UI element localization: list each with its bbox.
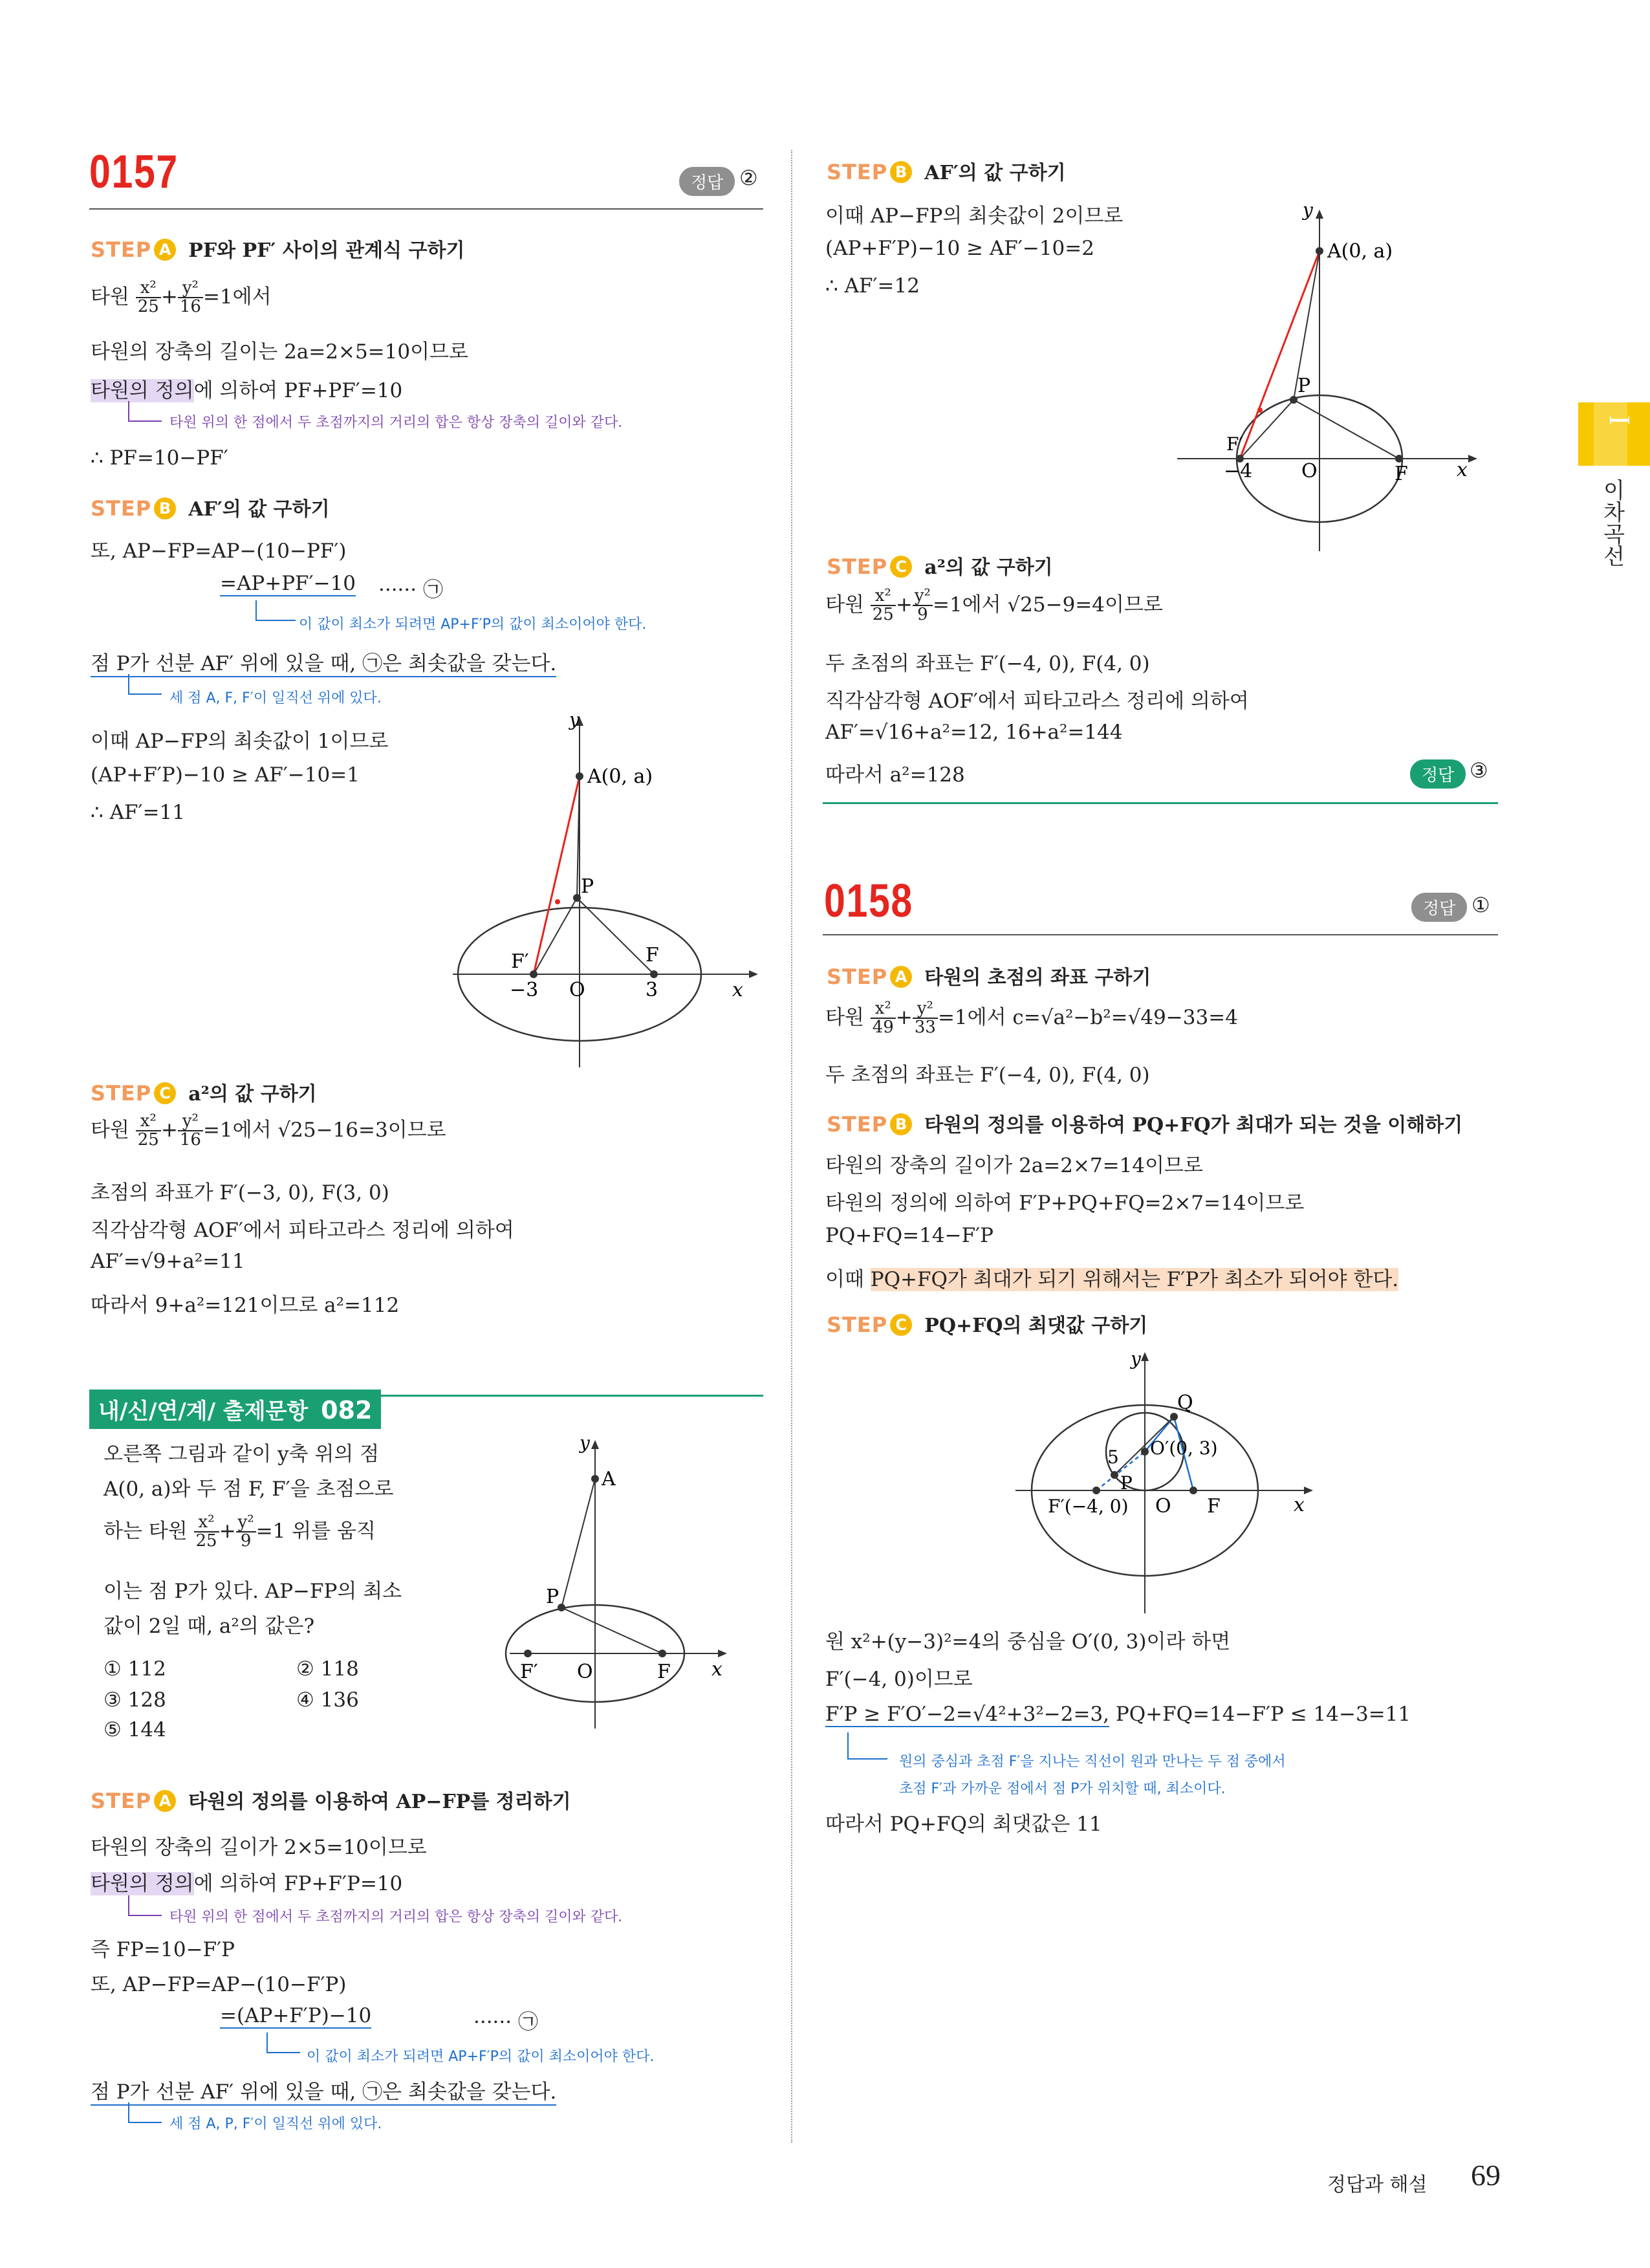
tick-label-3: 3 [646,979,658,1001]
text: 타원 [825,1005,864,1029]
related-step-a-header [91,1785,571,1814]
step-title: 타원의 정의를 이용하여 PQ+FQ가 최대가 되는 것을 이해하기 [924,1114,1463,1137]
step-label: STEP [91,237,152,262]
text-line: 두 초점의 좌표는 F′(−4, 0), F(4, 0) [825,1063,1150,1087]
numerator: x² [136,1113,161,1131]
step-circle-icon: C [154,1082,176,1104]
numerator: x² [871,1000,896,1019]
ellipse-graph-1 [440,712,763,1074]
step-label: STEP [827,160,888,184]
text: 타원 [91,285,129,309]
step-title: PF와 PF′ 사이의 관계식 구하기 [188,239,465,262]
numerator: y² [178,279,203,298]
point-label-a: A(0, a) [1327,240,1393,263]
denominator: 25 [137,297,159,317]
axis-label-y: y [580,1432,590,1454]
axis-label-y: y [1303,199,1313,221]
text-line: 타원의 정의에 의하여 F′P+PQ+FQ=2×7=14이므로 [825,1192,1305,1215]
step-b-header [91,493,330,521]
point-label-p: P [1297,375,1311,397]
text-line: ∴ PF=10−PF′ [91,446,228,470]
choice-5: ⑤ 144 [103,1718,166,1741]
axis-label-x: x [711,1658,722,1681]
text-line: AF′=√16+a²=12, 16+a²=144 [825,721,1123,744]
annotation-arrow-icon [128,1895,162,1916]
step-label: STEP [827,1313,888,1337]
point-label-p: P [581,875,594,898]
denominator: 25 [195,1531,217,1551]
annotation: 타원 위의 한 점에서 두 초점까지의 거리의 합은 항상 장축의 길이와 같다. [169,1909,623,1925]
tick-label-neg4: −4 [1224,460,1253,483]
step-label: STEP [91,496,152,521]
choice-1: ① 112 [103,1657,166,1681]
plus: + [160,1118,178,1142]
point-label-a: A [602,1468,616,1490]
text-line: AF′=√9+a²=11 [91,1250,245,1273]
fraction [178,279,203,316]
step-label: STEP [827,554,888,579]
point-label-fp: F′(−4, 0) [1048,1496,1129,1517]
tick-label-neg3: −3 [510,979,539,1001]
annotation: 세 점 A, F, F′이 일직선 위에 있다. [169,690,382,706]
text-line: 직각삼각형 AOF′에서 피타고라스 정리에 의하여 [825,690,1249,713]
fraction [236,1514,256,1551]
denominator: 16 [179,297,201,317]
underlined-text: F′P ≥ F′O′−2=√4²+3²−2=3, [825,1703,1110,1726]
step-title: a²의 값 구하기 [188,1083,317,1106]
axis-label-x: x [1457,459,1468,481]
numerator: y² [178,1113,203,1131]
denominator: 33 [914,1018,936,1038]
point-label-fp: F′ [511,950,529,973]
text-line: 원 x²+(y−3)²=4의 중심을 O′(0, 3)이라 하면 [825,1630,1231,1653]
text: 타원 [825,593,864,616]
point-label-fp: F′ [1226,433,1243,455]
ellipse-equation-line [825,1000,1238,1037]
step-label: STEP [91,1081,152,1106]
text-line: ∴ AF′=11 [91,801,185,824]
highlight: 타원의 정의 [91,379,194,402]
question-line: 이는 점 P가 있다. AP−FP의 최소 [103,1580,402,1603]
problem-divider [823,934,1498,935]
text-line: =AP+PF′−10 [220,572,356,595]
problem-number-0157: 0157 [89,146,179,198]
fraction [194,1514,219,1551]
text-line: ∴ AF′=12 [825,274,920,298]
chapter-tab[interactable] [1578,402,1650,466]
text-line: 따라서 PQ+FQ의 최댓값은 11 [825,1813,1102,1836]
highlight: PQ+FQ가 최대가 되기 위해서는 F′P가 최소가 되어야 한다. [870,1268,1399,1291]
step-a-header [91,234,464,263]
plus: + [219,1519,236,1543]
point-label-f: F [1207,1495,1221,1518]
origin-label: O [1301,460,1318,483]
text-line: 따라서 a²=128 [825,763,965,787]
step-circle-icon: B [154,497,176,519]
answer-value: ① [1471,893,1490,917]
text-line [825,1703,1411,1726]
annotation-arrow-icon [266,2033,300,2053]
choice-4: ④ 136 [296,1688,359,1712]
denominator: 25 [872,605,894,625]
step-title: AF′의 값 구하기 [188,498,330,521]
page-number: 69 [1471,2159,1501,2192]
annotation-arrow-icon [128,674,162,695]
plus: + [160,285,178,309]
text-line: 이때 AP−FP의 최솟값이 2이므로 [825,204,1124,228]
text-line [91,374,402,403]
fraction [136,1113,161,1150]
step-circle-icon: C [890,556,912,578]
answer-value: ③ [1470,758,1488,783]
answer-badge: 정답 [1411,893,1467,922]
origin-label: O [577,1661,593,1683]
fraction [136,279,161,316]
text-line: 이때 AP−FP의 최솟값이 1이므로 [91,730,389,753]
text: 타원 [91,1118,129,1142]
text-line [825,1263,1398,1292]
text-line: F′(−4, 0)이므로 [825,1668,973,1691]
ellipse-graph-related [498,1430,737,1734]
fraction [871,1000,896,1037]
text-line: 초점의 좌표가 F′(−3, 0), F(3, 0) [91,1181,389,1205]
ellipse-graph-2 [1164,194,1488,556]
choice-2: ② 118 [296,1657,359,1681]
text-line: 또, AP−FP=AP−(10−F′P) [91,1973,347,1996]
section-end-rule [823,802,1498,804]
annotation: 초점 F′과 가까운 점에서 점 P가 위치할 때, 최소이다. [899,1781,1226,1797]
text: =1 위를 움직 [255,1519,376,1543]
step-label: STEP [827,965,888,989]
origin-label: O [1155,1495,1171,1518]
text: =1에서 √25−9=4이므로 [932,593,1163,616]
point-label-f: F [657,1661,671,1683]
text: 이때 [825,1268,871,1291]
question-line: 오른쪽 그림과 같이 y축 위의 점 [103,1443,380,1466]
step-circle-icon: C [890,1314,912,1336]
footer-label: 정답과 해설 [1327,2174,1427,2196]
ellipse-circle-graph [1009,1346,1326,1617]
step-circle-icon: B [890,161,912,183]
point-label-q: Q [1177,1391,1193,1414]
problem-divider [89,208,763,210]
point-label-op: O′(0, 3) [1150,1437,1218,1459]
axis-label-x: x [1294,1494,1305,1516]
equation-mark: ······ ㉠ [378,578,443,602]
text: 하는 타원 [103,1519,188,1543]
numerator: y² [236,1514,256,1532]
text: PQ+FQ=14−F′P ≤ 14−3=11 [1109,1703,1411,1726]
annotation-arrow-icon [847,1732,887,1760]
text: =1에서 c=√a²−b²=√49−33=4 [937,1005,1238,1029]
text: 에 의하여 FP+F′P=10 [193,1872,403,1895]
p158-step-b-header [827,1109,1462,1137]
step-label: STEP [827,1112,888,1137]
step-label: STEP [91,1789,152,1813]
annotation: 원의 중심과 초점 F′을 지나는 직선이 원과 만나는 두 점 중에서 [899,1754,1286,1770]
denominator: 25 [137,1130,159,1150]
fraction [913,1000,938,1037]
point-label-p: P [1120,1472,1133,1494]
origin-label: O [569,979,585,1001]
column-divider [791,150,792,2143]
question-line: A(0, a)와 두 점 F, F′을 초점으로 [103,1477,394,1501]
step-circle-icon: A [154,239,176,261]
annotation-arrow-icon [128,2102,162,2123]
numerator: x² [871,587,896,606]
step-circle-icon: A [154,1790,176,1812]
annotation-arrow-icon [255,600,296,621]
step-title: AF′의 값 구하기 [924,162,1066,184]
choice-3: ③ 128 [103,1688,166,1712]
text-line: =(AP+F′P)−10 [220,2004,372,2027]
question-line: 값이 2일 때, a²의 값은? [103,1615,315,1638]
related-step-c-header [827,551,1053,580]
text-line: 타원의 장축의 길이는 2a=2×5=10이므로 [91,340,468,364]
answer-badge: 정답 [1410,759,1466,789]
step-c-header [91,1078,317,1106]
denominator: 9 [917,605,928,625]
annotation: 타원 위의 한 점에서 두 초점까지의 거리의 합은 항상 장축의 길이와 같다. [169,415,623,431]
point-label-a: A(0, a) [587,765,653,788]
tab-title: 내/신/연/계/ 출제문항 [98,1399,309,1424]
plus: + [895,1005,913,1029]
step-title: PQ+FQ의 최댓값 구하기 [924,1314,1148,1337]
denominator: 49 [872,1018,894,1038]
step-circle-icon: A [890,966,912,988]
related-problem-tab [89,1390,381,1429]
annotation: 이 값이 최소가 되려면 AP+F′P의 값이 최소이어야 한다. [299,616,647,633]
label-five: 5 [1107,1446,1119,1468]
axis-label-x: x [732,979,743,1001]
text-line: 타원의 장축의 길이가 2×5=10이므로 [91,1836,427,1859]
text-line: 따라서 9+a²=121이므로 a²=112 [91,1294,400,1317]
numerator: x² [136,279,161,298]
text: =1에서 √25−16=3이므로 [202,1118,446,1142]
text-line: 점 P가 선분 AF′ 위에 있을 때, ㉠은 최솟값을 갖는다. [91,2075,556,2106]
text-line: (AP+F′P)−10 ≥ AF′−10=2 [825,237,1094,260]
text: =1에서 [202,285,272,309]
text-line: 즉 FP=10−F′P [91,1938,235,1961]
numerator: x² [194,1514,219,1532]
annotation: 세 점 A, P, F′이 일직선 위에 있다. [169,2116,382,2132]
text-line [91,1867,402,1896]
ellipse-equation-line [91,1113,446,1150]
equation-mark: ······ ㉠ [473,2011,538,2034]
highlight: 타원의 정의 [91,1872,194,1895]
text: 에 의하여 PF+PF′=10 [193,379,403,402]
text-line: 직각삼각형 AOF′에서 피타고라스 정리에 의하여 [91,1219,514,1242]
point-label-fp: F′ [520,1661,538,1683]
denominator: 9 [240,1531,252,1551]
numerator: y² [913,587,933,606]
p158-step-c-header [827,1309,1147,1338]
answer-value: ② [739,166,758,190]
step-title: 타원의 정의를 이용하여 AP−FP를 정리하기 [188,1791,571,1813]
denominator: 16 [179,1130,201,1150]
ellipse-equation-line [91,279,272,316]
text-line: 두 초점의 좌표는 F′(−4, 0), F(4, 0) [825,652,1150,675]
related-step-b-header [827,157,1066,185]
step-circle-icon: B [890,1113,912,1135]
point-label-f: F [1395,463,1408,485]
fraction [871,587,896,624]
plus: + [895,593,913,616]
answer-badge: 정답 [679,167,735,196]
text-line: 타원의 장축의 길이가 2a=2×7=14이므로 [825,1154,1203,1177]
p158-step-a-header [827,961,1151,990]
question-equation-line [103,1514,376,1551]
axis-label-y: y [569,712,580,730]
chapter-title: 이차곡선 [1599,479,1625,567]
text-line: PQ+FQ=14−F′P [825,1224,993,1247]
fraction [178,1113,203,1150]
step-title: 타원의 초점의 좌표 구하기 [924,966,1151,989]
step-title: a²의 값 구하기 [924,556,1053,579]
annotation: 이 값이 최소가 되려면 AP+F′P의 값이 최소이어야 한다. [307,2049,655,2065]
text-line: 또, AP−FP=AP−(10−PF′) [91,540,347,563]
tab-highlight [1594,402,1627,466]
point-label-p: P [546,1586,559,1608]
tab-number: 082 [321,1396,373,1424]
problem-number-0158: 0158 [824,875,913,927]
axis-label-y: y [1131,1348,1141,1369]
ellipse-equation-line [825,587,1163,624]
point-label-f: F [646,944,659,966]
chapter-roman: I [1603,415,1636,426]
text-line: (AP+F′P)−10 ≥ AF′−10=1 [91,763,360,787]
text-line: 점 P가 선분 AF′ 위에 있을 때, ㉠은 최솟값을 갖는다. [91,647,556,677]
annotation-arrow-icon [128,401,162,422]
fraction [913,587,933,624]
numerator: y² [913,1000,938,1019]
